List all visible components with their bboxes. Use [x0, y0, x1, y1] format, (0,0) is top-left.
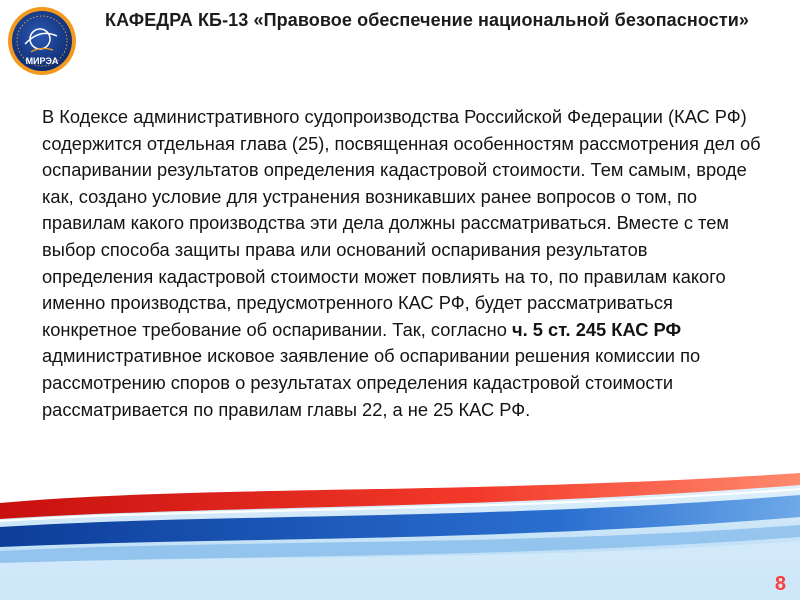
page-title: КАФЕДРА КБ-13 «Правовое обеспечение национальной безопасности» [105, 10, 750, 30]
mirea-logo [7, 6, 77, 76]
paragraph-bold-reference: ч. 5 ст. 245 КАС РФ [512, 318, 682, 340]
paragraph-text-1: В Кодексе административного судопроизводства Российской Федерации (КАС РФ) содержится отдельная глава (25), посвященная особенностям рассмотрения дел об оспаривании результатов определения кадастровой стоимости. Тем самым, вроде как, создано условие для устранения возникавших ранее вопросов о том, по правилам какого производства эти дела должны рассматриваться. Вместе с тем выбор способа защиты права или оснований оспаривания результатов определения кадастровой стоимости может повлиять на то, по правилам какого именно производства, предусмотренного КАС РФ, будет рассматриваться конкретное требование об оспаривании. Так, согласно [42, 106, 761, 340]
paragraph-text-2: административное исковое заявление об оспаривании решения комиссии по рассмотрению споров о результатах определения кадастровой стоимости рассматривается по правилам главы 22, а не 25 КАС РФ. [42, 345, 701, 420]
page-number: 8 [774, 573, 786, 595]
body-paragraph [42, 104, 762, 423]
decorative-waves [0, 455, 800, 600]
logo-text: МИРЭА [25, 56, 59, 66]
